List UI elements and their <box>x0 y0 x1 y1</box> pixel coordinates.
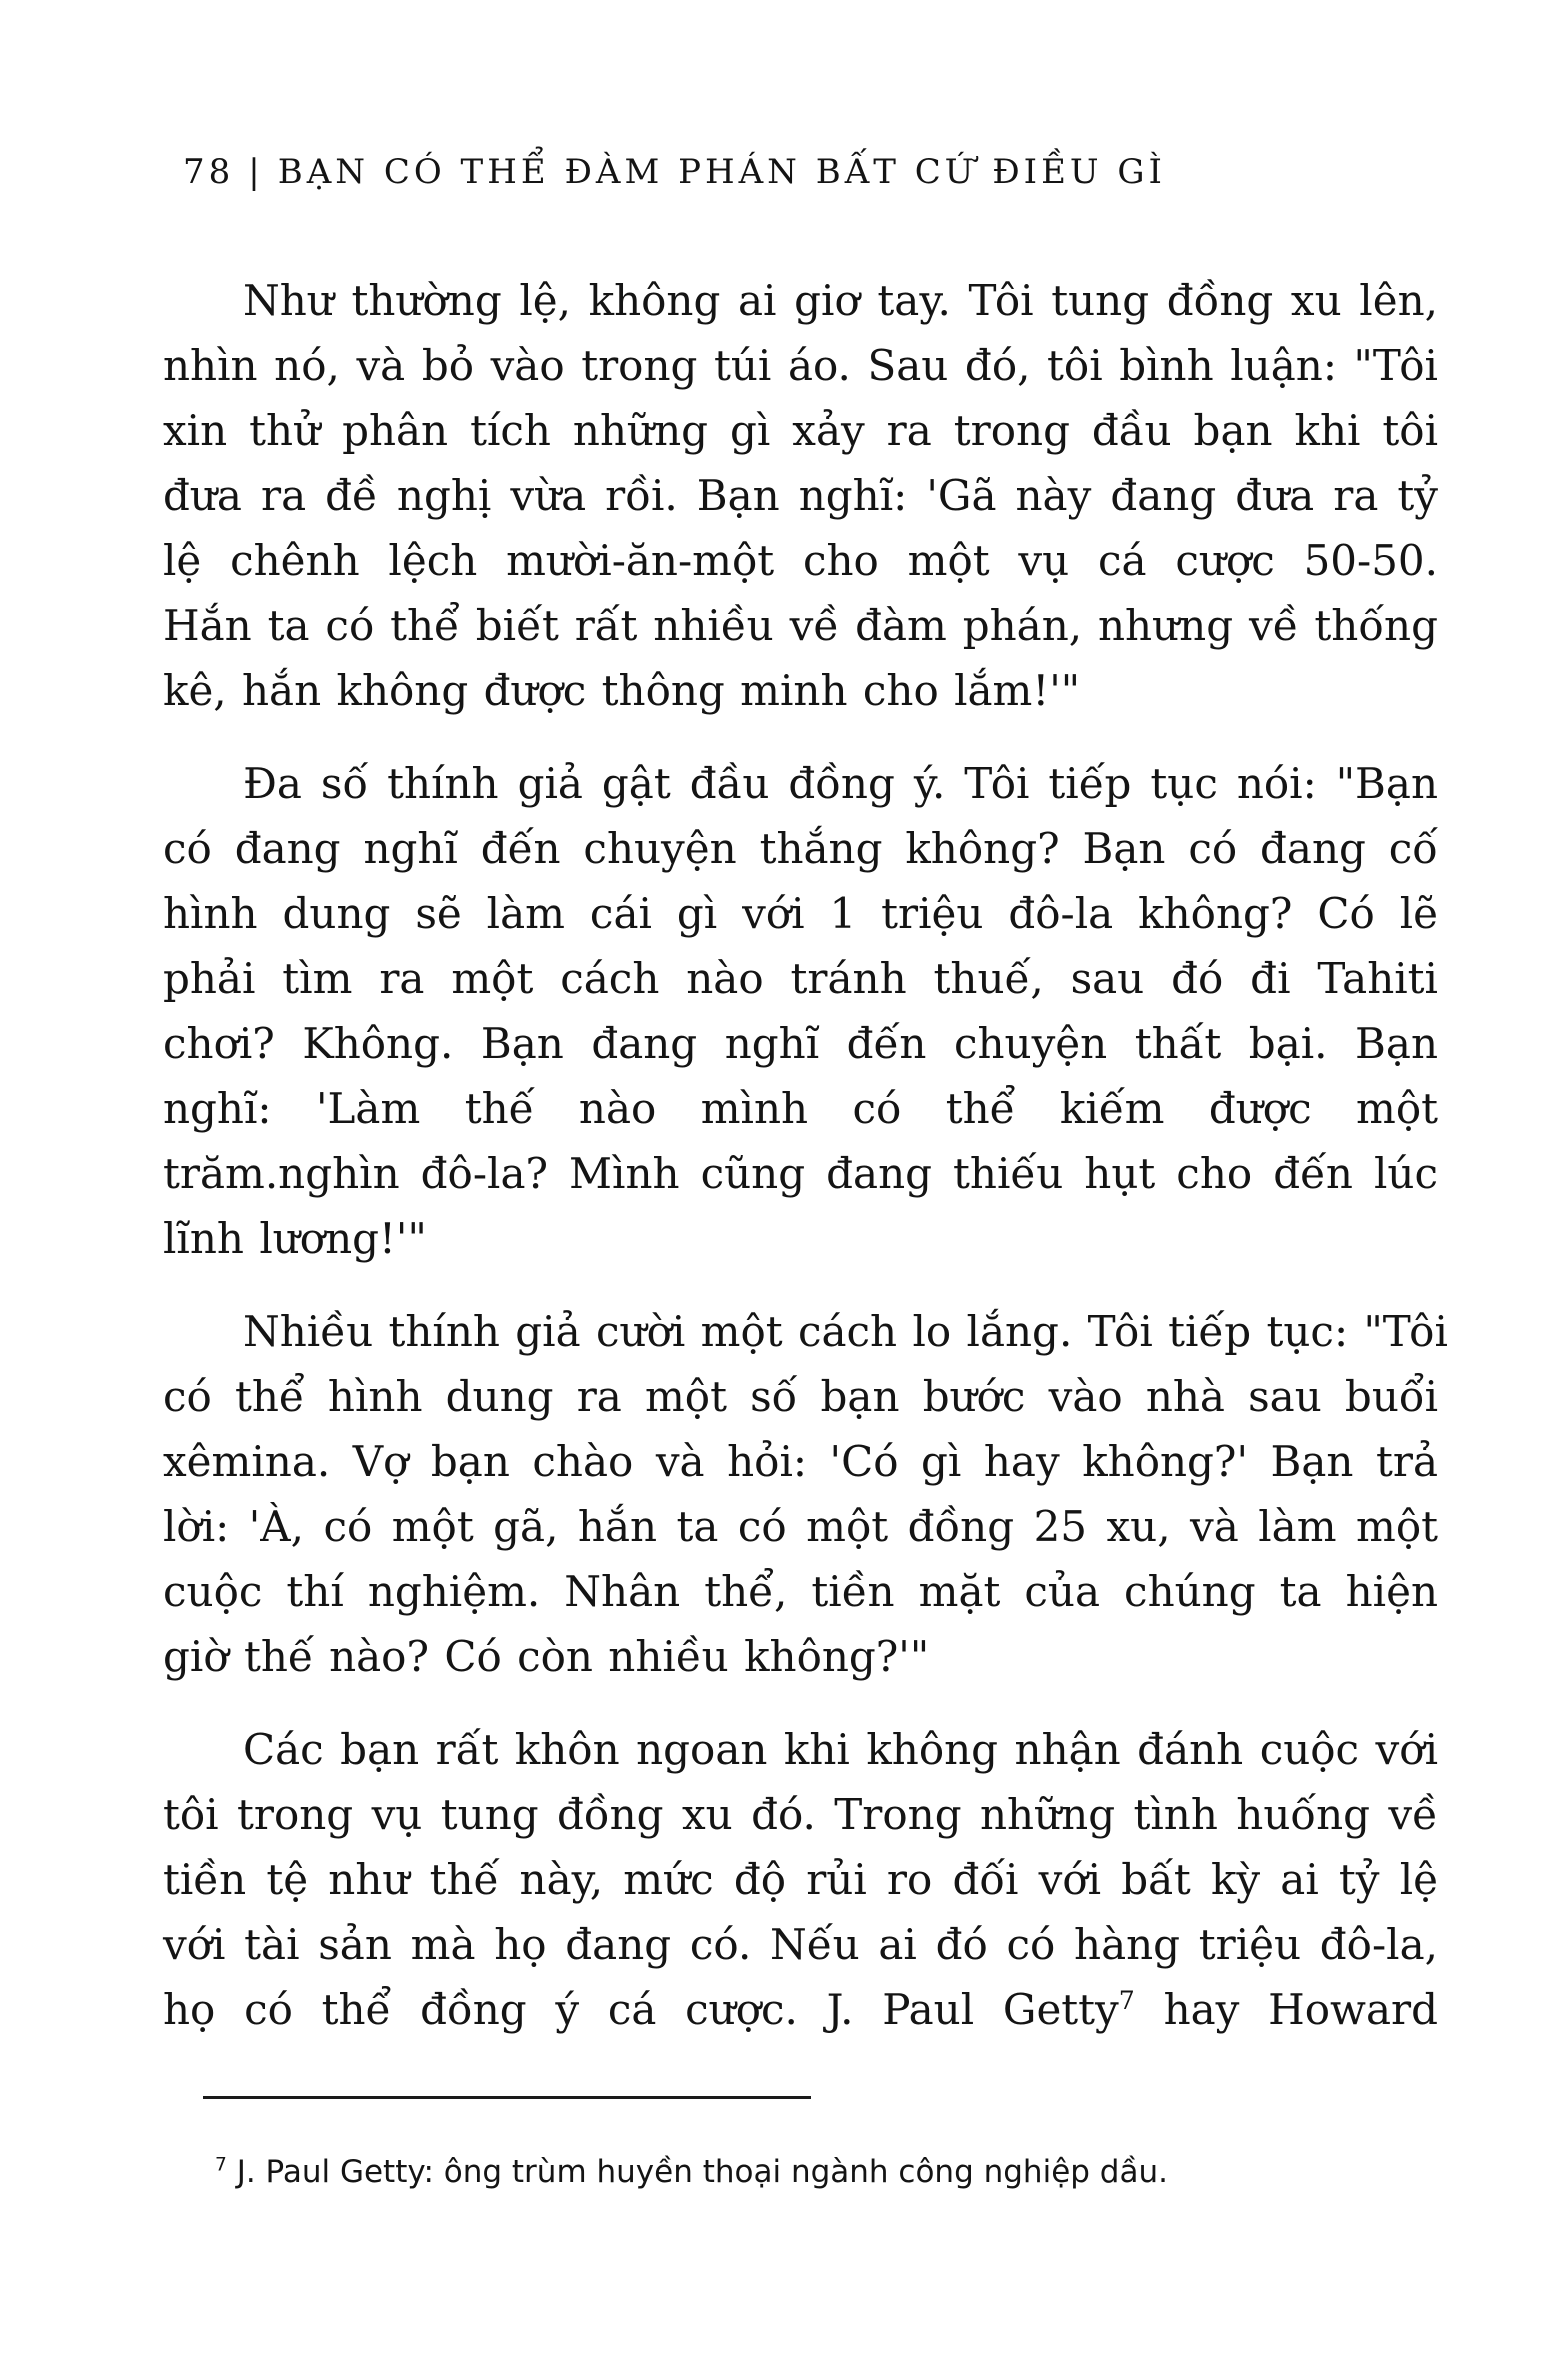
text-line: có đang nghĩ đến chuyện thắng không? Bạn có đang cố <box>163 824 1438 873</box>
footnote-reference: 7 <box>1118 1986 1135 2015</box>
book-title: BẠN CÓ THỂ ĐÀM PHÁN BẤT CỨ ĐIỀU GÌ <box>277 152 1166 192</box>
text-line: lệ chênh lệch mười-ăn-một cho một vụ cá cược 50-50. <box>163 536 1438 585</box>
text-fragment: hay Howard <box>1163 1985 1438 2034</box>
text-line: Nhiều thính giả cười một cách lo lắng. Tôi tiếp tục: "Tôi <box>243 1307 1448 1356</box>
text-line: tiền tệ như thế này, mức độ rủi ro đối với bất kỳ ai tỷ lệ <box>163 1855 1438 1904</box>
header-separator: | <box>248 152 264 192</box>
text-line: kê, hắn không được thông minh cho lắm!'" <box>163 666 1081 715</box>
footnote-text: J. Paul Getty: ông trùm huyền thoại ngành công nghiệp dầu. <box>236 2154 1168 2190</box>
paragraph-3 <box>163 1299 1448 1689</box>
text-line: phải tìm ra một cách nào tránh thuế, sau đó đi Tahiti <box>163 954 1438 1003</box>
text-line: tôi trong vụ tung đồng xu đó. Trong những tình huống về <box>163 1790 1438 1839</box>
text-line: xin thử phân tích những gì xảy ra trong đầu bạn khi tôi <box>163 406 1438 455</box>
text-line: Như thường lệ, không ai giơ tay. Tôi tung đồng xu lên, <box>243 276 1438 325</box>
text-line: lời: 'À, có một gã, hắn ta có một đồng 25 xu, và làm một <box>163 1502 1438 1551</box>
running-header <box>183 150 1383 194</box>
text-line: với tài sản mà họ đang có. Nếu ai đó có hàng triệu đô-la, <box>163 1920 1438 1969</box>
footnote-marker: 7 <box>215 2154 227 2176</box>
footnote-divider <box>203 2096 811 2099</box>
text-line-with-footnote <box>163 1977 1438 2042</box>
paragraph-2 <box>163 751 1438 1271</box>
text-fragment: họ có thể đồng ý cá cược. J. Paul Getty <box>163 1985 1119 2034</box>
text-line: xêmina. Vợ bạn chào và hỏi: 'Có gì hay không?' Bạn trả <box>163 1437 1438 1486</box>
text-line: nhìn nó, và bỏ vào trong túi áo. Sau đó, tôi bình luận: "Tôi <box>163 341 1438 390</box>
text-line: nghĩ: 'Làm thế nào mình có thể kiếm được một <box>163 1084 1438 1133</box>
text-line: hình dung sẽ làm cái gì với 1 triệu đô-la không? Có lẽ <box>163 889 1438 938</box>
body-text <box>163 268 1448 2070</box>
text-line: lĩnh lương!'" <box>163 1214 427 1263</box>
text-line: cuộc thí nghiệm. Nhân thể, tiền mặt của chúng ta hiện <box>163 1567 1438 1616</box>
text-line: có thể hình dung ra một số bạn bước vào nhà sau buổi <box>163 1372 1438 1421</box>
text-line: chơi? Không. Bạn đang nghĩ đến chuyện thất bại. Bạn <box>163 1019 1438 1068</box>
text-line: Hắn ta có thể biết rất nhiều về đàm phán, nhưng về thống <box>163 601 1438 650</box>
paragraph-4 <box>163 1717 1438 2042</box>
text-line: đưa ra đề nghị vừa rồi. Bạn nghĩ: 'Gã này đang đưa ra tỷ <box>163 471 1438 520</box>
page-number: 78 <box>183 152 235 192</box>
text-line: trăm.nghìn đô-la? Mình cũng đang thiếu hụt cho đến lúc <box>163 1149 1438 1198</box>
text-line: giờ thế nào? Có còn nhiều không?'" <box>163 1632 930 1681</box>
text-line: Các bạn rất khôn ngoan khi không nhận đánh cuộc với <box>243 1725 1438 1774</box>
text-line: Đa số thính giả gật đầu đồng ý. Tôi tiếp tục nói: "Bạn <box>243 759 1438 808</box>
footnote <box>215 2150 1415 2194</box>
paragraph-1 <box>163 268 1438 723</box>
